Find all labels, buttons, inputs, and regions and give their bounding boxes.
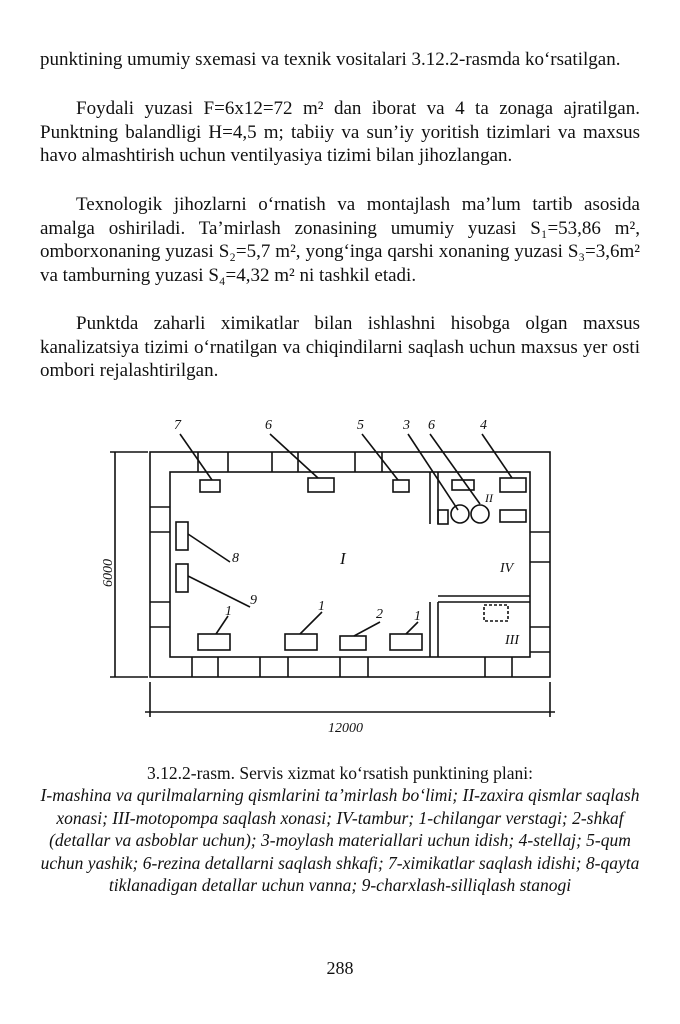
label-9: 9 (250, 593, 257, 608)
paragraph-2: Foydali yuzasi F=6x12=72 m² dan iborat va 4 ta zonaga ajratilgan. Punktning balandligi H=4,5 m; tabiiy va sun’iy yoritish tizimlari va maxsus havo almashtirish uchun ventilyasiya tizimi bilan jihozlangan. (40, 98, 640, 166)
rubber-parts-cabinet (308, 478, 334, 492)
motopump (484, 605, 508, 621)
grinding-machine (176, 564, 188, 592)
outer-wall (150, 452, 550, 677)
cabinet (340, 636, 366, 650)
chemical-container (200, 480, 220, 492)
label-1a: 1 (225, 604, 232, 619)
rack (500, 510, 526, 522)
workbench (285, 634, 317, 650)
zone-label-iv: IV (500, 561, 514, 576)
caption-title: 3.12.2-rasm. Servis xizmat ko‘rsatish punktining plani: (147, 763, 533, 783)
label-6: 6 (265, 418, 272, 433)
sand-box (393, 480, 409, 492)
dimension-width: 12000 (328, 721, 363, 736)
label-6b: 6 (428, 418, 435, 433)
zone-label-iii: III (505, 633, 519, 648)
label-3: 3 (403, 418, 410, 433)
label-4: 4 (480, 418, 487, 433)
label-1c: 1 (414, 609, 421, 624)
label-5: 5 (357, 418, 364, 433)
label-2: 2 (376, 607, 383, 622)
workbench (198, 634, 230, 650)
workbench (390, 634, 422, 650)
page-number: 288 (326, 958, 354, 978)
figure-caption (40, 762, 640, 897)
caption-legend: I-mashina va qurilmalarning qismlarini ta’mirlash bo‘limi; II-zaxira qismlar saqlash xonasi; III-motopompa saqlash xonasi; IV-tambur; 1-chilangar verstagi; 2-shkaf (detallar va asboblar uchun); 3-moylash materiallari uchun idish; 4-stellaj; 5-qum uchun yashik; 6-rezina detallarni saqlash shkafi; 7-ximikatlar saqlash idishi; 8-qayta tiklanadigan detallar uchun vanna; 9-charxlash-silliqlash stanogi (40, 785, 640, 895)
label-1b: 1 (318, 599, 325, 614)
door (438, 510, 448, 524)
parts-bath (176, 522, 188, 550)
zone-label-i: I (340, 549, 346, 568)
lubricant-container (451, 505, 469, 523)
rack (500, 478, 526, 492)
paragraph-3: Texnologik jihozlarni o‘rnatish va montajlash ma’lum tartib asosida amalga oshiriladi. Ta’mirlash zonasining umumiy yuzasi S₁=53,86 m², omborxonaning yuzasi S₂=5,7 m², yong‘inga qarshi xonaning yuzasi S₃=3,6m² va tamburning yuzasi S₄=4,32 m² ni tashkil etadi. (40, 194, 640, 286)
label-7: 7 (174, 418, 181, 433)
label-8: 8 (232, 551, 239, 566)
lubricant-container (471, 505, 489, 523)
zone-label-ii: II (485, 491, 493, 505)
dimension-height: 6000 (101, 559, 116, 587)
paragraph-4: Punktda zaharli ximikatlar bilan ishlashni hisobga olgan maxsus kanalizatsiya tizimi o‘rnatilgan va chiqindilarni saqlash uchun maxsus yer osti ombori rejalashtirilgan. (40, 313, 640, 381)
floor-plan-figure (100, 412, 570, 752)
paragraph-1: punktining umumiy sxemasi va texnik vositalari 3.12.2-rasmda ko‘rsatilgan. (40, 49, 621, 70)
